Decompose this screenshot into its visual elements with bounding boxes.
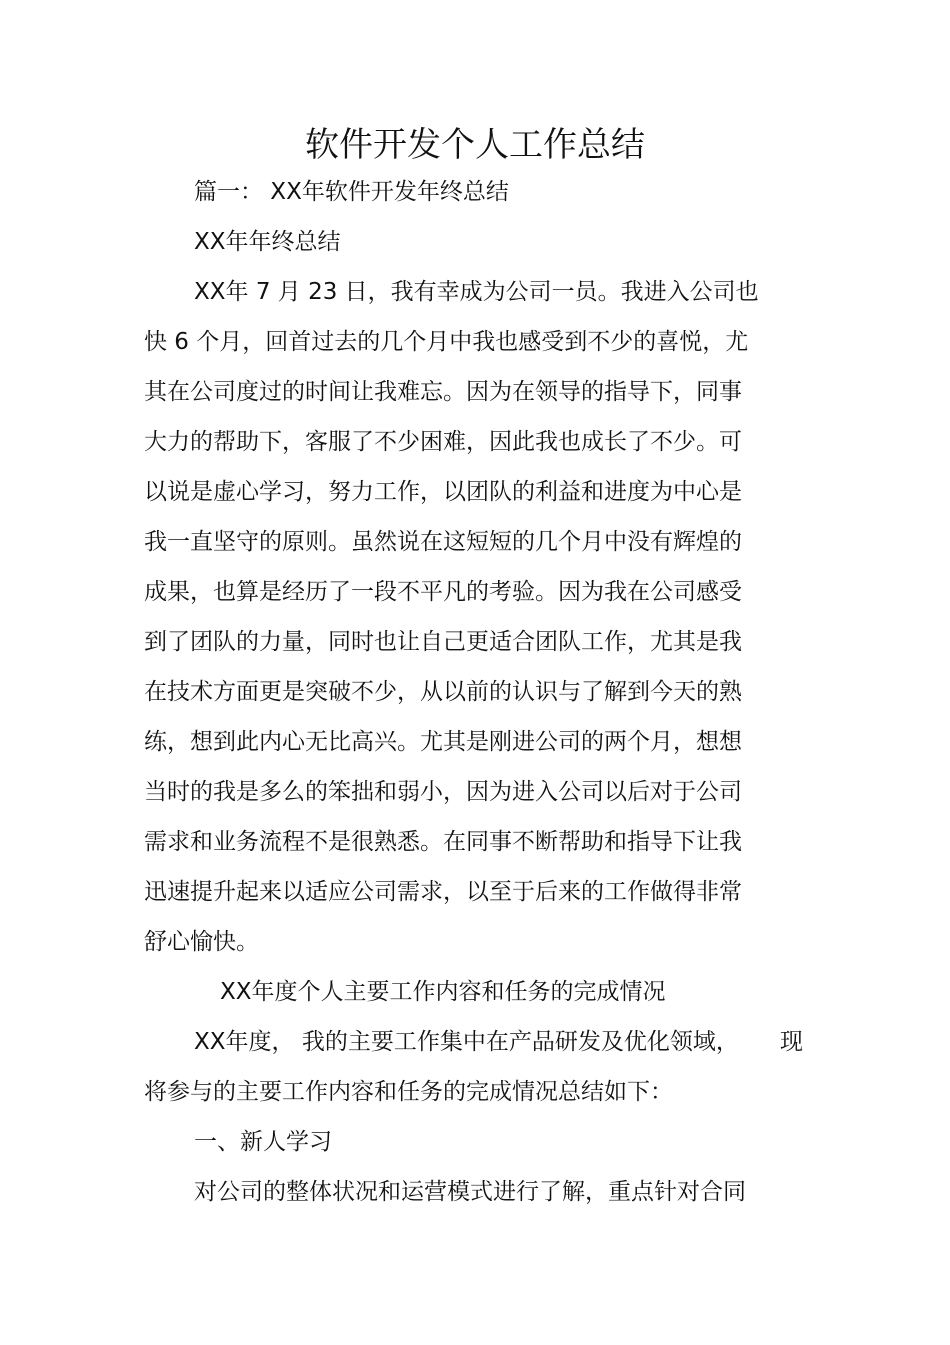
- paragraph-line: XX年 7 月 23 日，我有幸成为公司一员。我进入公司也: [194, 279, 759, 305]
- paragraph-line: 将参与的主要工作内容和任务的完成情况总结如下：: [144, 1079, 673, 1105]
- paragraph-line-tail: 现: [780, 1029, 803, 1055]
- paragraph-line: 快 6 个月，回首过去的几个月中我也感受到不少的喜悦，尤: [144, 329, 749, 355]
- section-heading-work-content: XX年度个人主要工作内容和任务的完成情况: [220, 979, 666, 1005]
- paragraph-line: 以说是虚心学习，努力工作，以团队的利益和进度为中心是: [144, 479, 742, 505]
- paragraph-line: 当时的我是多么的笨拙和弱小，因为进入公司以后对于公司: [144, 779, 742, 805]
- paragraph-line: 练，想到此内心无比高兴。尤其是刚进公司的两个月，想想: [144, 729, 742, 755]
- paragraph-line: XX年度， 我的主要工作集中在产品研发及优化领域，: [194, 1029, 739, 1055]
- paragraph-line: 在技术方面更是突破不少，从以前的认识与了解到今天的熟: [144, 679, 742, 705]
- paragraph-line: 对公司的整体状况和运营模式进行了解，重点针对合同: [194, 1179, 746, 1205]
- paragraph-line: 到了团队的力量，同时也让自己更适合团队工作，尤其是我: [144, 629, 742, 655]
- paragraph-line: 迅速提升起来以适应公司需求，以至于后来的工作做得非常: [144, 879, 742, 905]
- document-title: 软件开发个人工作总结: [305, 125, 645, 165]
- paragraph-line: 我一直坚守的原则。虽然说在这短短的几个月中没有辉煌的: [144, 529, 742, 555]
- paragraph-line: 成果，也算是经历了一段不平凡的考验。因为我在公司感受: [144, 579, 742, 605]
- paragraph-line: 舒心愉快。: [144, 929, 259, 955]
- item-heading-new-learning: 一、新人学习: [194, 1129, 332, 1155]
- paragraph-line: 其在公司度过的时间让我难忘。因为在领导的指导下，同事: [144, 379, 742, 405]
- paragraph-line: 需求和业务流程不是很熟悉。在同事不断帮助和指导下让我: [144, 829, 742, 855]
- paragraph-line: 大力的帮助下，客服了不少困难，因此我也成长了不少。可: [144, 429, 742, 455]
- section-heading-year-end: XX年年终总结: [194, 229, 341, 255]
- document-subtitle: 篇一： XX年软件开发年终总结: [194, 179, 509, 205]
